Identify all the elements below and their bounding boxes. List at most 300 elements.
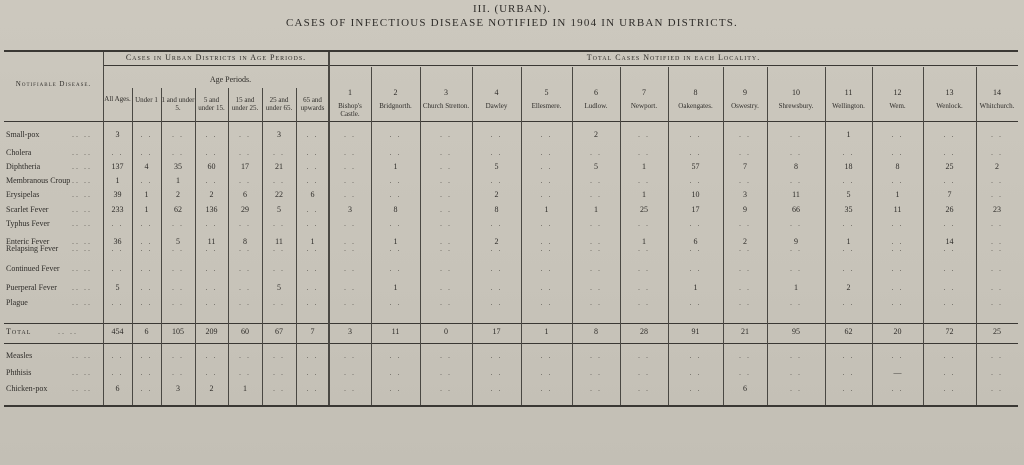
table-cell: 3 bbox=[115, 130, 120, 139]
empty-cell: . . bbox=[540, 148, 553, 157]
table-cell: 67 bbox=[275, 327, 283, 336]
empty-cell: . . bbox=[306, 298, 319, 307]
table-cell: 1 bbox=[693, 283, 698, 292]
empty-cell: . . bbox=[540, 219, 553, 228]
empty-cell: . . bbox=[590, 176, 602, 185]
column-rule bbox=[976, 67, 977, 405]
row-leader: .. .. bbox=[72, 237, 92, 246]
row-label: Small-pox bbox=[6, 130, 40, 139]
empty-cell: . . bbox=[490, 384, 503, 393]
empty-cell: . . bbox=[344, 190, 356, 199]
empty-cell: . . bbox=[540, 368, 553, 377]
column-rule bbox=[767, 67, 768, 405]
row-label: Plague bbox=[6, 298, 28, 307]
table-title: CASES OF INFECTIOUS DISEASE NOTIFIED IN 1904 IN URBAN DISTRICTS. bbox=[285, 17, 739, 29]
empty-cell: . . bbox=[140, 237, 153, 246]
row-label: Puerperal Fever bbox=[6, 283, 57, 292]
empty-cell: . . bbox=[205, 351, 218, 360]
table-cell: 14 bbox=[945, 237, 954, 246]
table-cell: 105 bbox=[172, 327, 184, 336]
empty-cell: . . bbox=[943, 384, 956, 393]
table-cell: 5 bbox=[176, 237, 180, 246]
table-cell: 2 bbox=[846, 283, 851, 292]
table-cell: 29 bbox=[241, 205, 249, 214]
column-rule bbox=[521, 67, 522, 405]
locality-number: 10 bbox=[792, 88, 800, 97]
empty-cell: . . bbox=[991, 148, 1003, 157]
table-cell: 25 bbox=[945, 162, 954, 171]
column-rule bbox=[420, 67, 421, 405]
table-cell: 35 bbox=[844, 205, 853, 214]
empty-cell: . . bbox=[440, 176, 452, 185]
empty-cell: . . bbox=[490, 298, 503, 307]
locality-name: Wem. bbox=[889, 102, 906, 110]
empty-cell: . . bbox=[842, 298, 855, 307]
empty-cell: . . bbox=[306, 384, 319, 393]
empty-cell: . . bbox=[273, 298, 285, 307]
empty-cell: . . bbox=[689, 219, 702, 228]
empty-cell: . . bbox=[239, 298, 251, 307]
empty-cell: . . bbox=[389, 298, 402, 307]
empty-cell: . . bbox=[111, 244, 124, 253]
empty-cell: . . bbox=[842, 176, 855, 185]
locality-number: 7 bbox=[642, 88, 646, 97]
table-cell: 5 bbox=[594, 162, 598, 171]
column-rule bbox=[825, 67, 826, 405]
empty-cell: . . bbox=[790, 148, 802, 157]
locality-number: 11 bbox=[844, 88, 853, 97]
empty-cell: . . bbox=[389, 264, 402, 273]
empty-cell: . . bbox=[689, 148, 702, 157]
empty-cell: . . bbox=[344, 219, 356, 228]
empty-cell: . . bbox=[590, 190, 602, 199]
empty-cell: . . bbox=[440, 162, 452, 171]
table-cell: 1 bbox=[144, 190, 149, 199]
table-cell: 454 bbox=[111, 327, 124, 336]
empty-cell: . . bbox=[140, 148, 153, 157]
empty-cell: . . bbox=[991, 384, 1003, 393]
age-group-rule bbox=[103, 65, 329, 66]
empty-cell: . . bbox=[111, 298, 124, 307]
empty-cell: . . bbox=[389, 219, 402, 228]
empty-cell: . . bbox=[239, 351, 251, 360]
empty-cell: . . bbox=[140, 176, 153, 185]
empty-cell: . . bbox=[389, 351, 402, 360]
age-column-header: 25 and under 65. bbox=[265, 96, 293, 112]
locality-name: Dawley bbox=[485, 102, 508, 110]
table-cell: 1 bbox=[144, 205, 149, 214]
empty-cell: . . bbox=[540, 298, 553, 307]
row-label: Relapsing Fever bbox=[6, 244, 59, 253]
table-cell: 11 bbox=[275, 237, 283, 246]
empty-cell: . . bbox=[140, 298, 153, 307]
empty-cell: . . bbox=[991, 351, 1003, 360]
empty-cell: . . bbox=[490, 148, 503, 157]
empty-cell: . . bbox=[638, 264, 650, 273]
empty-cell: . . bbox=[991, 264, 1003, 273]
row-leader: .. .. bbox=[72, 244, 92, 253]
table-cell: 1 bbox=[115, 176, 120, 185]
empty-cell: . . bbox=[239, 176, 251, 185]
empty-cell: . . bbox=[490, 130, 503, 139]
empty-cell: . . bbox=[590, 368, 602, 377]
row-leader: .. .. bbox=[72, 384, 92, 393]
row-leader: .. .. bbox=[72, 298, 92, 307]
empty-cell: . . bbox=[638, 384, 650, 393]
table-cell: 17 bbox=[492, 327, 501, 336]
locality-number: 13 bbox=[945, 88, 954, 97]
empty-cell: . . bbox=[344, 298, 356, 307]
table-cell: 25 bbox=[993, 327, 1001, 336]
empty-cell: . . bbox=[172, 351, 184, 360]
empty-cell: . . bbox=[440, 283, 452, 292]
empty-cell: . . bbox=[273, 351, 285, 360]
empty-cell: . . bbox=[991, 298, 1003, 307]
table-cell: 95 bbox=[792, 327, 800, 336]
table-cell: 137 bbox=[111, 162, 124, 171]
age-periods-subheader: Age Periods. bbox=[209, 75, 252, 84]
row-label: Continued Fever bbox=[6, 264, 60, 273]
locality-group-rule bbox=[329, 65, 1018, 66]
empty-cell: . . bbox=[440, 384, 452, 393]
row-leader: .. .. bbox=[58, 327, 78, 336]
empty-cell: . . bbox=[991, 237, 1003, 246]
table-cell: 1 bbox=[393, 162, 398, 171]
empty-cell: . . bbox=[440, 219, 452, 228]
empty-cell: . . bbox=[689, 176, 702, 185]
empty-cell: . . bbox=[540, 162, 553, 171]
column-rule bbox=[228, 88, 229, 405]
empty-cell: . . bbox=[891, 130, 904, 139]
empty-cell: . . bbox=[891, 298, 904, 307]
table-cell: 36 bbox=[113, 237, 122, 246]
table-cell: 3 bbox=[743, 190, 747, 199]
row-label: Erysipelas bbox=[6, 190, 40, 199]
row-leader: .. .. bbox=[72, 190, 92, 199]
table-cell: 8 bbox=[794, 162, 798, 171]
empty-cell: . . bbox=[306, 130, 319, 139]
empty-cell: . . bbox=[790, 351, 802, 360]
empty-cell: . . bbox=[590, 351, 602, 360]
top-rule bbox=[4, 50, 1018, 52]
empty-cell: . . bbox=[490, 368, 503, 377]
empty-cell: . . bbox=[306, 148, 319, 157]
table-cell: 91 bbox=[691, 327, 700, 336]
empty-cell: . . bbox=[790, 130, 802, 139]
empty-cell: . . bbox=[172, 219, 184, 228]
empty-cell: . . bbox=[638, 176, 650, 185]
column-rule bbox=[723, 67, 724, 405]
empty-cell: . . bbox=[440, 237, 452, 246]
empty-cell: . . bbox=[111, 219, 124, 228]
empty-cell: . . bbox=[790, 368, 802, 377]
empty-cell: . . bbox=[273, 148, 285, 157]
age-column-header: All Ages. bbox=[104, 95, 131, 103]
table-cell: 62 bbox=[844, 327, 853, 336]
empty-cell: . . bbox=[239, 368, 251, 377]
column-rule bbox=[923, 67, 924, 405]
table-cell: 22 bbox=[275, 190, 283, 199]
empty-cell: . . bbox=[842, 368, 855, 377]
table-cell: 3 bbox=[277, 130, 281, 139]
row-label: Membranous Croup bbox=[6, 176, 71, 185]
row-label: Phthisis bbox=[6, 368, 32, 377]
table-cell: 2 bbox=[743, 237, 747, 246]
empty-cell: . . bbox=[239, 130, 251, 139]
locality-name: Whitchurch. bbox=[979, 102, 1015, 110]
empty-cell: . . bbox=[140, 219, 153, 228]
empty-cell: . . bbox=[739, 283, 751, 292]
table-cell: 11 bbox=[893, 205, 902, 214]
table-cell: 10 bbox=[691, 190, 700, 199]
row-leader: .. .. bbox=[72, 130, 92, 139]
empty-cell: . . bbox=[991, 190, 1003, 199]
table-cell: 8 bbox=[243, 237, 247, 246]
table-cell: 1 bbox=[393, 237, 398, 246]
empty-cell: . . bbox=[689, 384, 702, 393]
row-label: Typhus Fever bbox=[6, 219, 50, 228]
empty-cell: . . bbox=[205, 176, 218, 185]
row-label: Measles bbox=[6, 351, 33, 360]
empty-cell: . . bbox=[891, 283, 904, 292]
table-cell: 8 bbox=[895, 162, 900, 171]
locality-number: 1 bbox=[348, 88, 352, 97]
empty-cell: . . bbox=[590, 283, 602, 292]
empty-cell: . . bbox=[389, 244, 402, 253]
table-cell: 3 bbox=[348, 205, 352, 214]
table-cell: 2 bbox=[995, 162, 999, 171]
table-cell: 25 bbox=[640, 205, 648, 214]
empty-cell: . . bbox=[891, 219, 904, 228]
empty-cell: . . bbox=[891, 351, 904, 360]
age-column-header: 5 and under 15. bbox=[198, 96, 225, 112]
age-column-header: 65 and upwards bbox=[300, 96, 325, 112]
row-label: Scarlet Fever bbox=[6, 205, 49, 214]
empty-cell: . . bbox=[111, 148, 124, 157]
empty-cell: . . bbox=[638, 219, 650, 228]
empty-cell: . . bbox=[790, 298, 802, 307]
empty-cell: . . bbox=[172, 244, 184, 253]
table-number: III. (URBAN). bbox=[472, 3, 552, 15]
empty-cell: . . bbox=[590, 384, 602, 393]
empty-cell: . . bbox=[943, 298, 956, 307]
table-cell: 5 bbox=[277, 283, 281, 292]
empty-cell: . . bbox=[172, 283, 184, 292]
empty-cell: . . bbox=[440, 148, 452, 157]
empty-cell: . . bbox=[842, 264, 855, 273]
table-cell: 9 bbox=[794, 237, 798, 246]
age-column-header: 1 and under 5. bbox=[161, 96, 195, 112]
empty-cell: . . bbox=[440, 264, 452, 273]
empty-cell: . . bbox=[638, 148, 650, 157]
empty-cell: . . bbox=[111, 264, 124, 273]
row-label: Chicken-pox bbox=[6, 384, 48, 393]
empty-cell: . . bbox=[306, 219, 319, 228]
table-cell: 11 bbox=[792, 190, 800, 199]
empty-cell: . . bbox=[140, 130, 153, 139]
empty-cell: . . bbox=[891, 384, 904, 393]
empty-cell: . . bbox=[790, 384, 802, 393]
table-cell: 8 bbox=[393, 205, 398, 214]
empty-cell: . . bbox=[273, 244, 285, 253]
empty-cell: . . bbox=[440, 368, 452, 377]
empty-cell: . . bbox=[540, 264, 553, 273]
empty-cell: . . bbox=[273, 368, 285, 377]
empty-cell: . . bbox=[440, 190, 452, 199]
empty-cell: . . bbox=[389, 148, 402, 157]
empty-cell: . . bbox=[205, 244, 218, 253]
row-label: Cholera bbox=[6, 148, 32, 157]
table-cell: 7 bbox=[310, 327, 315, 336]
table-cell: 6 bbox=[310, 190, 315, 199]
table-cell: 57 bbox=[691, 162, 700, 171]
table-cell: 5 bbox=[846, 190, 851, 199]
table-cell: 5 bbox=[494, 162, 499, 171]
row-leader: .. .. bbox=[72, 264, 92, 273]
empty-cell: . . bbox=[991, 244, 1003, 253]
empty-cell: . . bbox=[540, 283, 553, 292]
empty-cell: . . bbox=[943, 148, 956, 157]
empty-cell: . . bbox=[306, 351, 319, 360]
empty-cell: . . bbox=[344, 148, 356, 157]
empty-cell: . . bbox=[991, 130, 1003, 139]
empty-cell: . . bbox=[943, 176, 956, 185]
table-cell: 3 bbox=[176, 384, 180, 393]
empty-cell: . . bbox=[440, 351, 452, 360]
locality-name: Church Stretton. bbox=[422, 102, 470, 110]
empty-cell: . . bbox=[490, 264, 503, 273]
empty-cell: . . bbox=[239, 244, 251, 253]
table-cell: 6 bbox=[243, 190, 247, 199]
table-cell: 1 bbox=[895, 190, 900, 199]
table-cell: 1 bbox=[846, 237, 851, 246]
table-cell: 62 bbox=[174, 205, 182, 214]
locality-number: 2 bbox=[393, 88, 398, 97]
table-cell: 11 bbox=[391, 327, 400, 336]
empty-cell: . . bbox=[389, 176, 402, 185]
empty-cell: . . bbox=[389, 130, 402, 139]
empty-cell: . . bbox=[943, 264, 956, 273]
empty-cell: . . bbox=[306, 368, 319, 377]
row-label: Diphtheria bbox=[6, 162, 41, 171]
table-cell: 9 bbox=[743, 205, 747, 214]
empty-cell: . . bbox=[273, 384, 285, 393]
table-cell: 7 bbox=[947, 190, 952, 199]
empty-cell: . . bbox=[205, 148, 218, 157]
empty-cell: . . bbox=[739, 219, 751, 228]
table-cell: 18 bbox=[844, 162, 853, 171]
empty-cell: . . bbox=[842, 351, 855, 360]
table-cell: 233 bbox=[111, 205, 124, 214]
locality-name: Newport. bbox=[630, 102, 658, 110]
empty-cell: . . bbox=[790, 176, 802, 185]
table-cell: 1 bbox=[176, 176, 180, 185]
locality-number: 14 bbox=[993, 88, 1001, 97]
table-cell: 1 bbox=[310, 237, 315, 246]
empty-cell: . . bbox=[344, 244, 356, 253]
table-cell: 3 bbox=[348, 327, 352, 336]
table-cell: 60 bbox=[207, 162, 216, 171]
empty-cell: . . bbox=[490, 176, 503, 185]
row-leader: .. .. bbox=[72, 176, 92, 185]
age-periods-group-header: Cases in Urban Districts in Age Periods. bbox=[125, 53, 307, 62]
empty-cell: . . bbox=[739, 351, 751, 360]
empty-cell: . . bbox=[790, 244, 802, 253]
table-cell: 1 bbox=[642, 190, 646, 199]
empty-cell: . . bbox=[344, 351, 356, 360]
empty-cell: . . bbox=[739, 264, 751, 273]
empty-cell: . . bbox=[344, 130, 356, 139]
locality-number: 3 bbox=[444, 88, 448, 97]
table-cell: 7 bbox=[743, 162, 747, 171]
locality-name: Shrewsbury. bbox=[778, 102, 814, 110]
empty-cell: . . bbox=[440, 205, 452, 214]
table-cell: 1 bbox=[544, 327, 549, 336]
empty-cell: . . bbox=[540, 351, 553, 360]
empty-cell: . . bbox=[344, 368, 356, 377]
table-cell: 1 bbox=[642, 237, 646, 246]
table-cell: 8 bbox=[494, 205, 499, 214]
empty-cell: . . bbox=[891, 148, 904, 157]
row-label: Total bbox=[6, 327, 32, 336]
empty-cell: . . bbox=[490, 351, 503, 360]
empty-cell: . . bbox=[540, 130, 553, 139]
bottom-rule bbox=[4, 405, 1018, 407]
empty-cell: . . bbox=[590, 219, 602, 228]
empty-cell: . . bbox=[590, 237, 602, 246]
table-cell: 5 bbox=[277, 205, 281, 214]
empty-cell: . . bbox=[689, 264, 702, 273]
empty-cell: . . bbox=[590, 298, 602, 307]
empty-cell: . . bbox=[943, 244, 956, 253]
table-cell: 1 bbox=[594, 205, 598, 214]
empty-cell: . . bbox=[790, 264, 802, 273]
locality-name: Oswestry. bbox=[731, 102, 759, 110]
table-cell: — bbox=[893, 368, 902, 377]
table-cell: 26 bbox=[945, 205, 954, 214]
empty-cell: . . bbox=[638, 244, 650, 253]
table-cell: 2 bbox=[176, 190, 180, 199]
header-bottom-rule bbox=[4, 121, 1018, 122]
empty-cell: . . bbox=[344, 176, 356, 185]
locality-number: 12 bbox=[893, 88, 902, 97]
table-cell: 20 bbox=[893, 327, 902, 336]
empty-cell: . . bbox=[344, 237, 356, 246]
table-cell: 1 bbox=[544, 205, 549, 214]
empty-cell: . . bbox=[739, 244, 751, 253]
table-cell: 0 bbox=[444, 327, 448, 336]
table-cell: 6 bbox=[693, 237, 698, 246]
locality-group-header: Total Cases Notified in each Locality. bbox=[586, 53, 761, 62]
locality-number: 5 bbox=[544, 88, 549, 97]
locality-name: Bridgnorth. bbox=[379, 102, 412, 110]
empty-cell: . . bbox=[638, 368, 650, 377]
table-cell: 66 bbox=[792, 205, 800, 214]
column-rule bbox=[472, 67, 473, 405]
table-cell: 72 bbox=[945, 327, 954, 336]
empty-cell: . . bbox=[689, 244, 702, 253]
empty-cell: . . bbox=[638, 351, 650, 360]
empty-cell: . . bbox=[172, 368, 184, 377]
table-cell: 17 bbox=[691, 205, 700, 214]
empty-cell: . . bbox=[273, 176, 285, 185]
table-cell: 2 bbox=[209, 190, 214, 199]
row-leader: .. .. bbox=[72, 148, 92, 157]
empty-cell: . . bbox=[540, 237, 553, 246]
empty-cell: . . bbox=[205, 298, 218, 307]
empty-cell: . . bbox=[140, 264, 153, 273]
empty-cell: . . bbox=[239, 264, 251, 273]
